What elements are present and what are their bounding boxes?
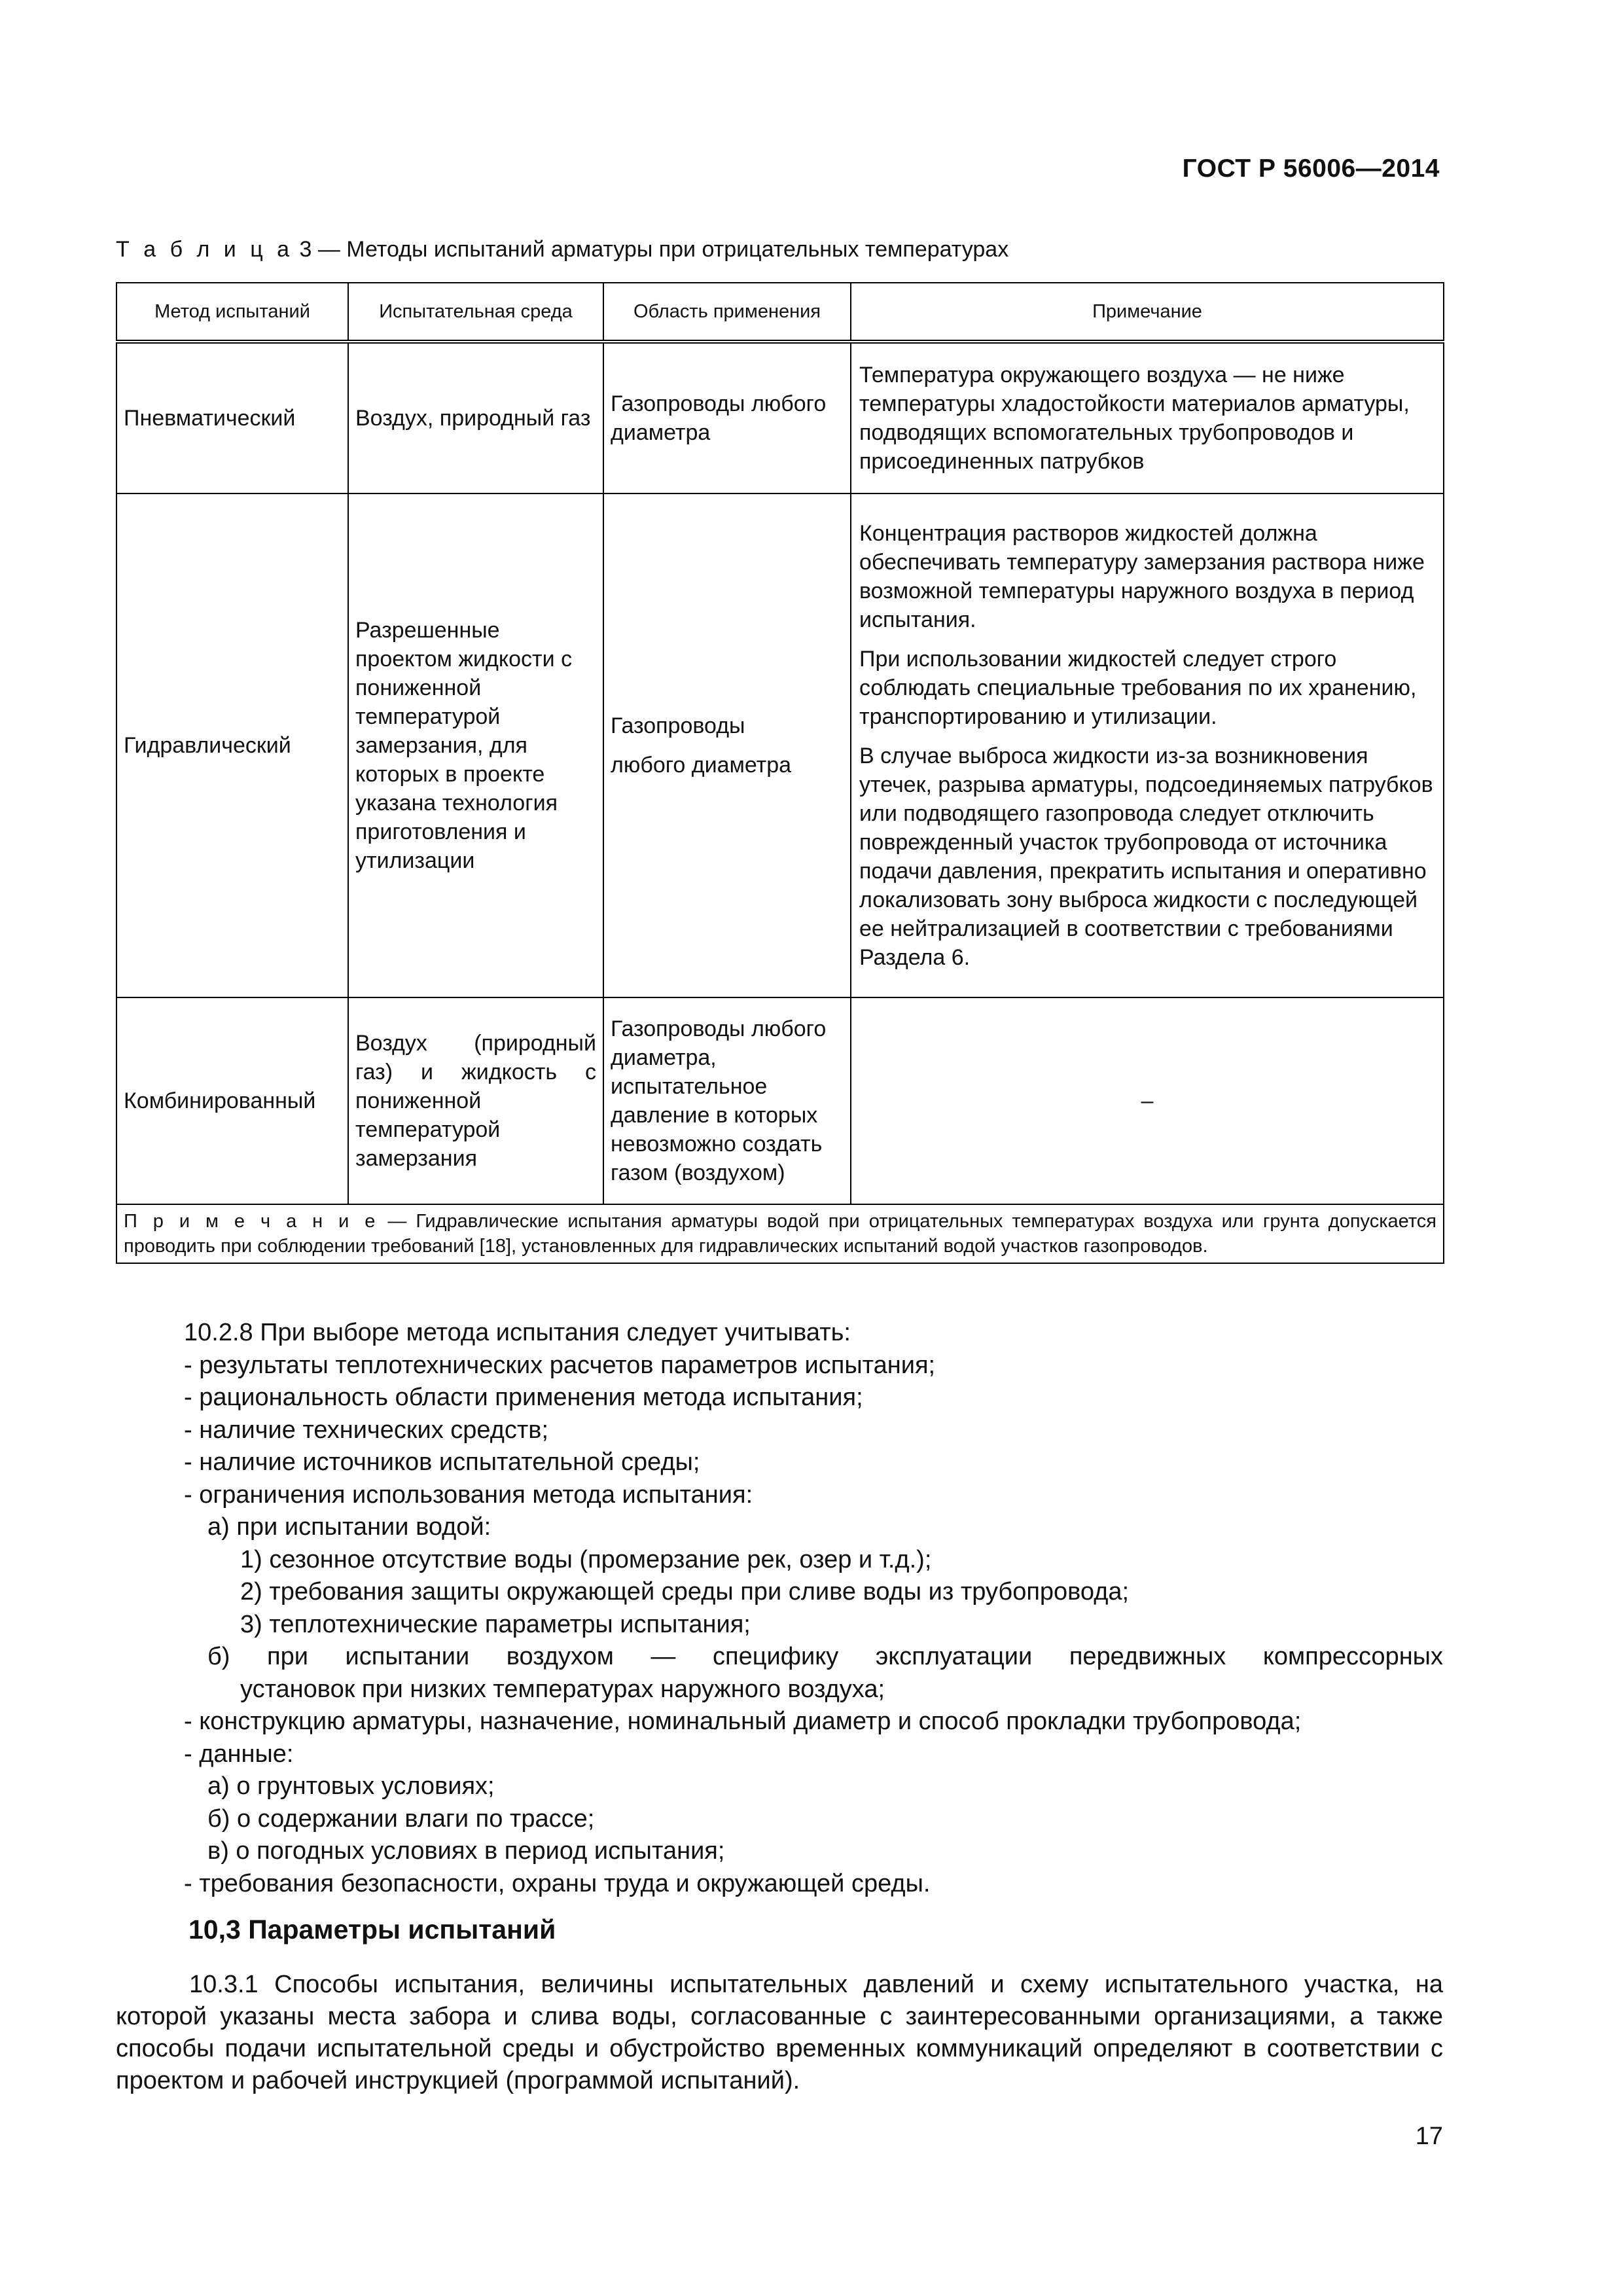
clause-10-2-8 xyxy=(116,1317,1443,1900)
sub-sub-list-item: 1) сезонное отсутствие воды (промерзание рек, озер и т.д.); xyxy=(240,1545,932,1573)
cell-scope-line: Газопроводы xyxy=(611,713,745,738)
cell-note: – xyxy=(851,997,1444,1204)
table-row-hydraulic xyxy=(116,493,1444,997)
cell-note xyxy=(851,493,1444,997)
sub-sub-list-item: 2) требования защиты окружающей среды при сливе воды из трубопровода; xyxy=(240,1578,1130,1605)
cell-medium: Разрешенные проектом жидкости с пониженной температурой замерзания, для которых в проекте указана технология приготовления и утилизации xyxy=(348,493,603,997)
column-header-medium: Испытательная среда xyxy=(348,283,603,342)
list-item: - наличие технических средств; xyxy=(184,1416,549,1444)
list-item: - данные: xyxy=(184,1740,294,1768)
table-caption xyxy=(116,237,1008,262)
footnote-label: П р и м е ч а н и е xyxy=(124,1211,379,1232)
column-header-scope: Область применения xyxy=(603,283,851,342)
footnote-text: — Гидравлические испытания арматуры водой при отрицательных температурах воздуха или грунта допускается проводить при соблюдении требований [18], установленных для гидравлических испытаний водой участков газопроводов. xyxy=(124,1211,1436,1257)
table-footnote-row xyxy=(116,1204,1444,1263)
list-item: - рациональность области применения метода испытания; xyxy=(184,1384,863,1411)
clause-10-3-1: 10.3.1 Способы испытания, величины испытательных давлений и схему испытательного участка, на которой указаны места забора и слива воды, согласованные с заинтересованными организациями, а также способы подачи испытательной среды и обустройство временных коммуникаций определяют в соответствии с проектом и рабочей инструкцией (программой испытаний). xyxy=(116,1971,1443,2094)
table-footnote xyxy=(116,1204,1444,1263)
cell-medium xyxy=(348,997,603,1204)
cell-scope: Газопроводы любого диаметра xyxy=(603,342,851,493)
sub-list-item: а) при испытании водой: xyxy=(207,1513,491,1541)
cell-scope xyxy=(603,493,851,997)
cell-scope-line: любого диаметра xyxy=(611,753,792,778)
column-header-method: Метод испытаний xyxy=(116,283,348,342)
cell-medium: Воздух, природный газ xyxy=(348,342,603,493)
table-caption-label: Т а б л и ц а xyxy=(116,237,294,262)
table-header-row xyxy=(116,283,1444,342)
sub-list-item: б) при испытании воздухом — специфику эксплуатации передвижных компрессорных xyxy=(207,1643,1443,1670)
sub-list-item: в) о погодных условиях в период испытания; xyxy=(207,1837,725,1865)
cell-medium-line: газ) и жидкость с xyxy=(355,1060,596,1085)
page-number: 17 xyxy=(1415,2123,1443,2150)
cell-note: Температура окружающего воздуха — не ниже температуры хладостойкости материалов арматуры, подводящих вспомогательных трубопроводов и присоединенных патрубков xyxy=(851,342,1444,493)
cell-method: Комбинированный xyxy=(116,997,348,1204)
document-code-header: ГОСТ Р 56006—2014 xyxy=(1182,154,1440,183)
note-paragraph: При использовании жидкостей следует строго соблюдать специальные требования по их хранению, транспортированию и утилизации. xyxy=(859,647,1417,729)
list-item: - конструкцию арматуры, назначение, номинальный диаметр и способ прокладки трубопровода; xyxy=(184,1708,1302,1735)
cell-medium-rest: пониженной температурой замерзания xyxy=(355,1088,501,1171)
list-item: - наличие источников испытательной среды; xyxy=(184,1448,700,1476)
list-item: - требования безопасности, охраны труда и окружающей среды. xyxy=(184,1869,931,1897)
test-methods-table xyxy=(116,282,1444,1264)
sub-list-item-continuation: установок при низких температурах наружного воздуха; xyxy=(240,1675,885,1703)
list-item: - результаты теплотехнических расчетов параметров испытания; xyxy=(184,1351,936,1379)
list-item: - ограничения использования метода испытания: xyxy=(184,1480,753,1509)
table-caption-title: 3 — Методы испытаний арматуры при отрицательных температурах xyxy=(293,237,1009,262)
note-paragraph: В случае выброса жидкости из-за возникновения утечек, разрыва арматуры, подсоединяемых патрубков или подводящего газопровода следует отключить поврежденный участок трубопровода от источника подачи давления, прекратить испытания и оперативно локализовать зону выброса жидкости с последующей ее нейтрализацией в соответствии с требованиями Раздела 6. xyxy=(859,744,1433,970)
table-row-combined xyxy=(116,997,1444,1204)
note-paragraph: Концентрация растворов жидкостей должна обеспечивать температуру замерзания раствора ниже возможной температуры наружного воздуха в период испытания. xyxy=(859,521,1425,632)
cell-scope: Газопроводы любого диаметра, испытательное давление в которых невозможно создать газом (воздухом) xyxy=(603,997,851,1204)
cell-medium-line: Воздух (природный xyxy=(355,1031,596,1056)
sub-sub-list-item: 3) теплотехнические параметры испытания; xyxy=(240,1610,751,1638)
sub-list-item: б) о содержании влаги по трассе; xyxy=(207,1804,595,1833)
sub-list-item: а) о грунтовых условиях; xyxy=(207,1772,495,1800)
cell-method: Гидравлический xyxy=(116,493,348,997)
clause-heading-line: 10.2.8 При выборе метода испытания следует учитывать: xyxy=(184,1319,851,1346)
column-header-note: Примечание xyxy=(851,283,1444,342)
section-title: 10,3 Параметры испытаний xyxy=(188,1914,556,1945)
table-row-pneumatic xyxy=(116,342,1444,493)
cell-method: Пневматический xyxy=(116,342,348,493)
